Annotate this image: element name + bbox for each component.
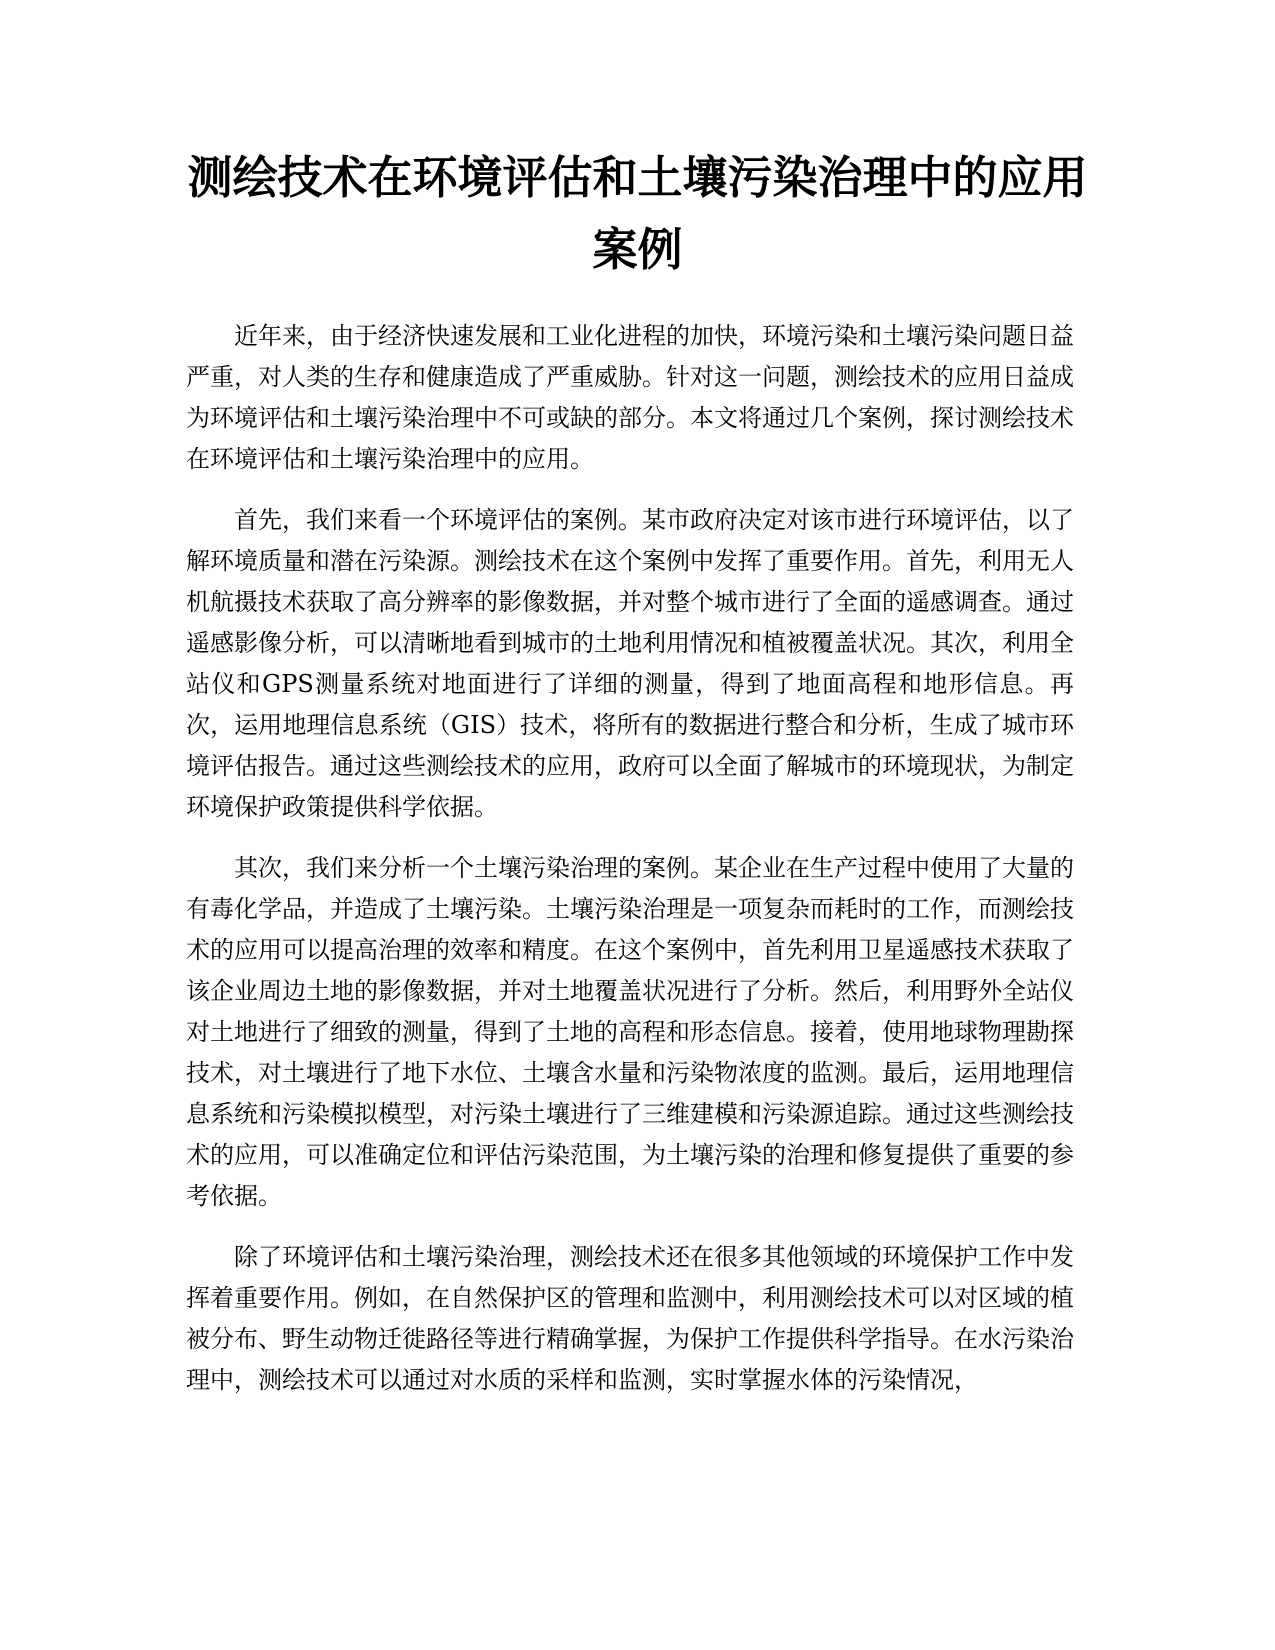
paragraph-environment-assessment-case: 首先，我们来看一个环境评估的案例。某市政府决定对该市进行环境评估，以了解环境质量和潜在污染源。测绘技术在这个案例中发挥了重要作用。首先，利用无人机航摄技术获取了高分辨率的影像数据，并对整个城市进行了全面的遥感调查。通过遥感影像分析，可以清晰地看到城市的土地利用情况和植被覆盖状况。其次，利用全站仪和GPS测量系统对地面进行了详细的测量，得到了地面高程和地形信息。再次，运用地理信息系统（GIS）技术，将所有的数据进行整合和分析，生成了城市环境评估报告。通过这些测绘技术的应用，政府可以全面了解城市的环境现状，为制定环境保护政策提供科学依据。 — [186, 506, 1074, 821]
document-body — [186, 316, 1074, 1421]
paragraph-soil-pollution-case: 其次，我们来分析一个土壤污染治理的案例。某企业在生产过程中使用了大量的有毒化学品，并造成了土壤污染。土壤污染治理是一项复杂而耗时的工作，而测绘技术的应用可以提高治理的效率和精度。在这个案例中，首先利用卫星遥感技术获取了该企业周边土地的影像数据，并对土地覆盖状况进行了分析。然后，利用野外全站仪对土地进行了细致的测量，得到了土地的高程和形态信息。接着，使用地球物理勘探技术，对土壤进行了地下水位、土壤含水量和污染物浓度的监测。最后，运用地理信息系统和污染模拟模型，对污染土壤进行了三维建模和污染源追踪。通过这些测绘技术的应用，可以准确定位和评估污染范围，为土壤污染的治理和修复提供了重要的参考依据。 — [186, 854, 1074, 1210]
paragraph-other-applications: 除了环境评估和土壤污染治理，测绘技术还在很多其他领域的环境保护工作中发挥着重要作用。例如，在自然保护区的管理和监测中，利用测绘技术可以对区域的植被分布、野生动物迁徙路径等进行精确掌握，为保护工作提供科学指导。在水污染治理中，测绘技术可以通过对水质的采样和监测，实时掌握水体的污染情况， — [186, 1243, 1074, 1394]
document-title: 测绘技术在环境评估和土壤污染治理中的应用案例 — [187, 151, 1088, 276]
paragraph-intro: 近年来，由于经济快速发展和工业化进程的加快，环境污染和土壤污染问题日益严重，对人类的生存和健康造成了严重威胁。针对这一问题，测绘技术的应用日益成为环境评估和土壤污染治理中不可或缺的部分。本文将通过几个案例，探讨测绘技术在环境评估和土壤污染治理中的应用。 — [186, 322, 1074, 473]
